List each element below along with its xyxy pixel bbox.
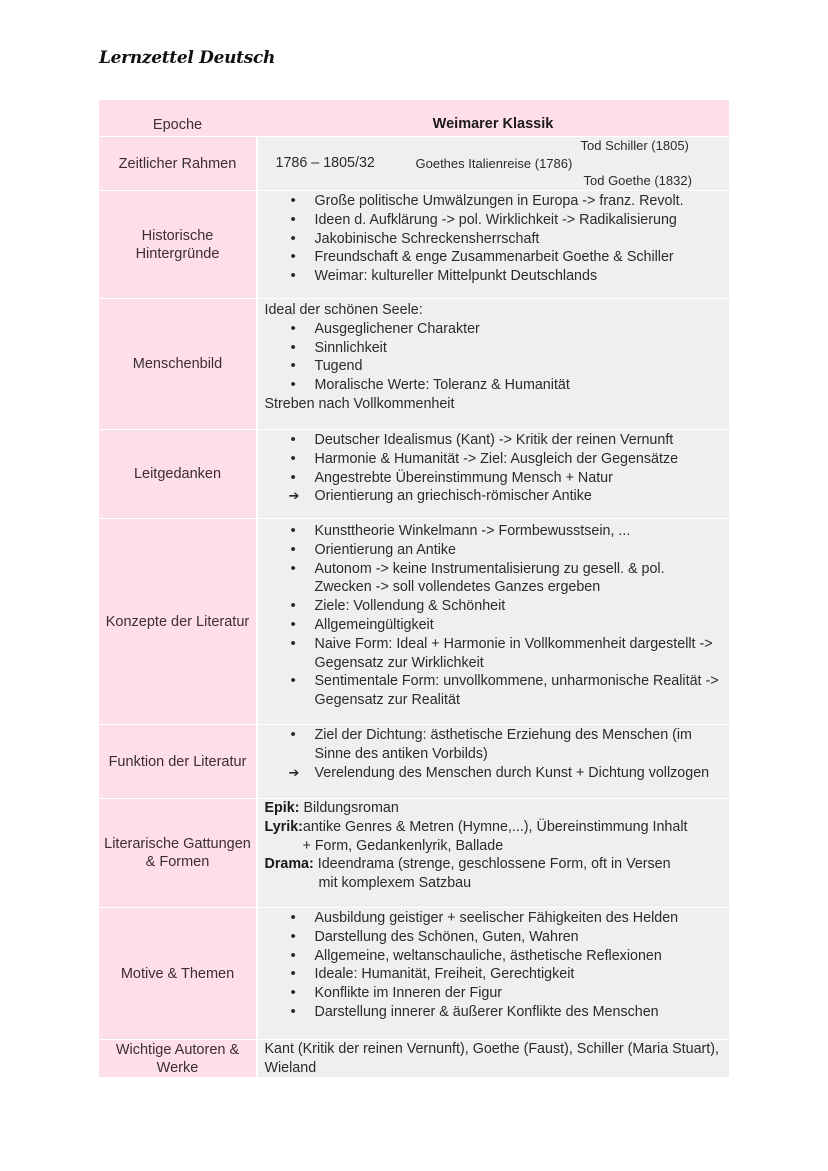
list-item: • Ausbildung geistiger + seelischer Fähigkeiten des Helden xyxy=(265,909,724,928)
row-value-menschenbild xyxy=(258,299,730,429)
table-row-autoren xyxy=(99,1040,729,1077)
table-row-funktion xyxy=(99,725,729,799)
table-row-gattungen xyxy=(99,799,729,908)
table-row-leitgedanken xyxy=(99,430,729,519)
list-item: • Große politische Umwälzungen in Europa -> franz. Revolt. xyxy=(265,192,724,211)
row-label-gattungen: Literarische Gattungen & Formen xyxy=(99,799,256,907)
list-item: • Angestrebte Übereinstimmung Mensch + Natur xyxy=(265,469,724,488)
list-item: • Harmonie & Humanität -> Ziel: Ausgleich der Gegensätze xyxy=(265,450,724,469)
gattung-drama xyxy=(265,855,724,874)
list-item: • Allgemeingültigkeit xyxy=(265,616,724,635)
period-text: 1786 – 1805/32 xyxy=(275,155,375,171)
gattung-lyrik xyxy=(265,818,724,837)
row-value-historische xyxy=(258,191,730,298)
row-value-zeitlicher-rahmen xyxy=(258,137,730,190)
row-label-historische: Historische Hintergründe xyxy=(99,191,256,298)
summary-table xyxy=(99,100,729,1077)
row-label-menschenbild: Menschenbild xyxy=(99,299,256,429)
table-row-konzepte xyxy=(99,519,729,725)
row-label-funktion: Funktion der Literatur xyxy=(99,725,256,798)
arrow-list-item: ➔ Verelendung des Menschen durch Kunst + Dichtung vollzogen xyxy=(265,764,724,783)
table-row-epoche xyxy=(99,100,729,137)
epik-key: Epik: xyxy=(264,800,300,816)
list-item: • Freundschaft & enge Zusammenarbeit Goethe & Schiller xyxy=(265,248,724,267)
konzepte-list xyxy=(265,522,724,710)
list-item: • Darstellung des Schönen, Guten, Wahren xyxy=(265,928,724,947)
row-value-gattungen xyxy=(258,799,730,907)
list-item: • Orientierung an Antike xyxy=(265,541,724,560)
table-row-menschenbild xyxy=(99,299,729,430)
arrow-list-item: ➔ Orientierung an griechisch-römischer Antike xyxy=(265,487,724,506)
row-label-epoche: Epoche xyxy=(99,100,256,136)
table-row-historische xyxy=(99,191,729,299)
row-value-leitgedanken xyxy=(258,430,730,518)
menschenbild-outro: Streben nach Vollkommenheit xyxy=(264,395,455,412)
row-value-motive xyxy=(258,908,730,1039)
lyrik-key: Lyrik: xyxy=(264,818,303,835)
event-italienreise: Goethes Italienreise (1786) xyxy=(415,156,573,171)
list-item: • Sinnlichkeit xyxy=(265,339,724,358)
drama-value: Ideendrama (strenge, geschlossene Form, oft in Versen xyxy=(313,856,671,873)
page-title: Lernzettel Deutsch xyxy=(99,48,276,68)
row-value-funktion xyxy=(258,725,730,798)
funktion-list xyxy=(265,726,724,782)
lyrik-value: antike Genres & Metren (Hymne,...), Übereinstimmung Inhalt xyxy=(302,818,688,835)
list-item: • Moralische Werte: Toleranz & Humanität xyxy=(265,376,724,395)
list-item: • Darstellung innerer & äußerer Konflikte des Menschen xyxy=(265,1003,724,1022)
list-item: • Autonom -> keine Instrumentalisierung zu gesell. & pol. Zwecken -> soll vollendetes Ganzes ergeben xyxy=(265,560,724,598)
event-tod-goethe: Tod Goethe (1832) xyxy=(583,173,692,188)
list-item: • Jakobinische Schreckensherrschaft xyxy=(265,230,724,249)
list-item: • Tugend xyxy=(265,357,724,376)
leitgedanken-list xyxy=(265,431,724,506)
row-label-leitgedanken: Leitgedanken xyxy=(99,430,256,518)
row-value-epoche: Weimarer Klassik xyxy=(256,100,729,136)
row-label-autoren: Wichtige Autoren & Werke xyxy=(99,1040,256,1077)
drama-key: Drama: xyxy=(264,856,314,873)
list-item: • Ideen d. Aufklärung -> pol. Wirklichkeit -> Radikalisierung xyxy=(265,211,724,230)
gattung-epik xyxy=(265,799,724,818)
menschenbild-intro: Ideal der schönen Seele: xyxy=(264,302,423,318)
lyrik-continuation: + Form, Gedankenlyrik, Ballade xyxy=(302,837,504,854)
table-row-zeitlicher-rahmen xyxy=(99,137,729,191)
list-item: • Weimar: kultureller Mittelpunkt Deutschlands xyxy=(265,267,724,286)
row-value-konzepte xyxy=(258,519,730,724)
table-row-motive xyxy=(99,908,729,1040)
drama-continuation: mit komplexem Satzbau xyxy=(318,875,472,892)
list-item: • Allgemeine, weltanschauliche, ästhetische Reflexionen xyxy=(265,947,724,966)
list-item: • Ideale: Humanität, Freiheit, Gerechtigkeit xyxy=(265,965,724,984)
list-item: • Ziel der Dichtung: ästhetische Erziehung des Menschen (im Sinne des antiken Vorbilds) xyxy=(265,726,724,764)
epik-value: Bildungsroman xyxy=(299,800,399,816)
event-tod-schiller: Tod Schiller (1805) xyxy=(580,138,689,153)
motive-list xyxy=(265,909,724,1022)
list-item: • Ausgeglichener Charakter xyxy=(265,320,724,339)
row-value-autoren: Kant (Kritik der reinen Vernunft), Goethe (Faust), Schiller (Maria Stuart), Wieland xyxy=(258,1040,730,1077)
row-label-konzepte: Konzepte der Literatur xyxy=(99,519,256,724)
menschenbild-list xyxy=(265,320,724,395)
list-item: • Sentimentale Form: unvollkommene, unharmonische Realität -> Gegensatz zur Realität xyxy=(265,672,724,710)
list-item: • Deutscher Idealismus (Kant) -> Kritik der reinen Vernunft xyxy=(265,431,724,450)
historische-list xyxy=(265,192,724,286)
row-label-motive: Motive & Themen xyxy=(99,908,256,1039)
list-item: • Naive Form: Ideal + Harmonie in Vollkommenheit dargestellt -> Gegensatz zur Wirklichkeit xyxy=(265,635,724,673)
list-item: • Kunsttheorie Winkelmann -> Formbewusstsein, ... xyxy=(265,522,724,541)
list-item: • Konflikte im Inneren der Figur xyxy=(265,984,724,1003)
row-label-zeitlicher-rahmen: Zeitlicher Rahmen xyxy=(99,137,256,190)
list-item: • Ziele: Vollendung & Schönheit xyxy=(265,597,724,616)
